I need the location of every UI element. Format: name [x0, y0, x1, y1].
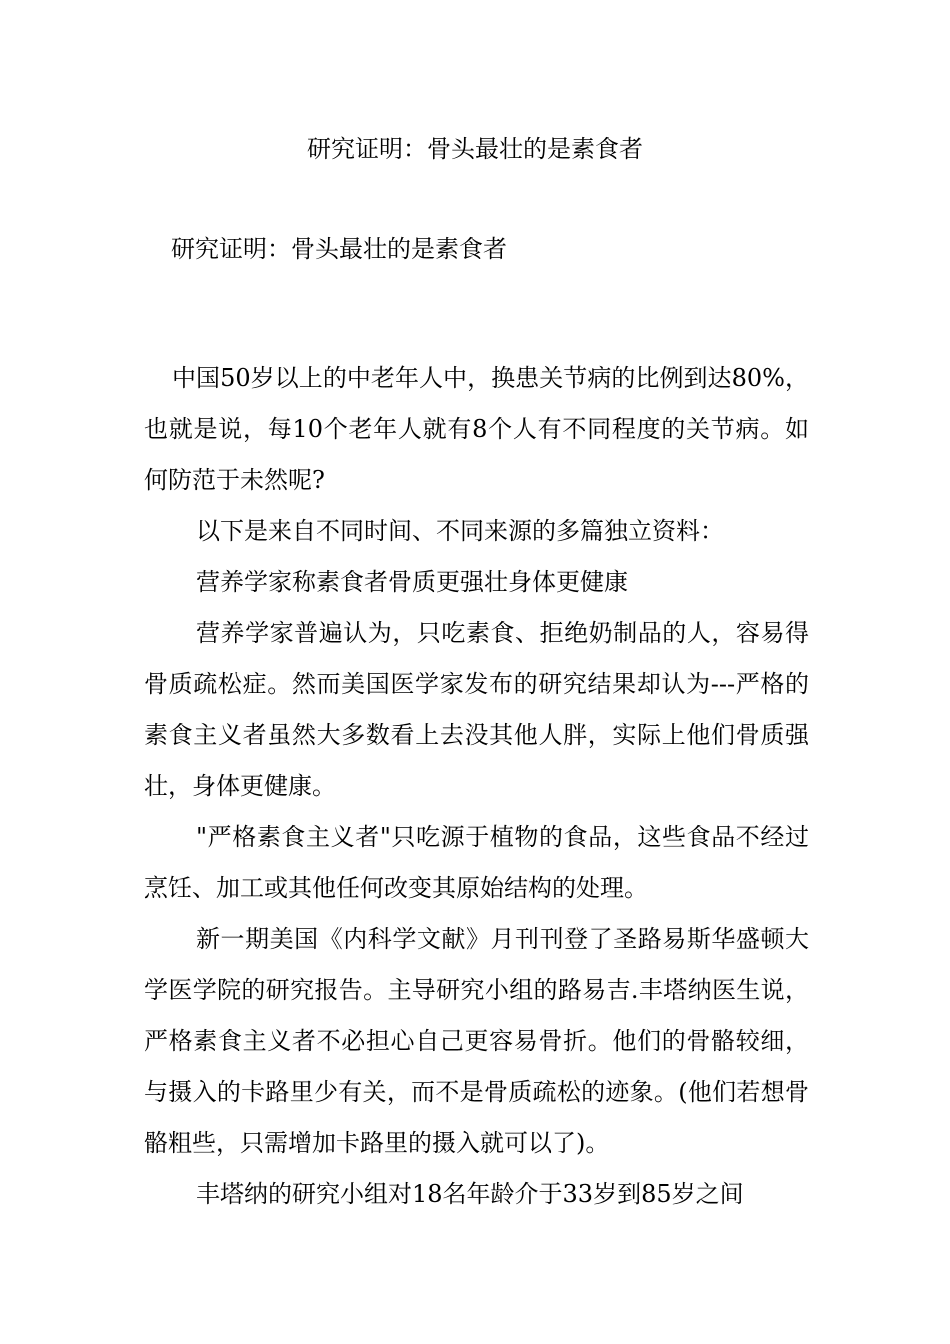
paragraph: 中国50岁以上的中老年人中，换患关节病的比例到达80%，也就是说，每10个老年人就有8个人有不同程度的关节病。如何防范于未然呢?	[144, 364, 809, 494]
paragraph: 营养学家普遍认为，只吃素食、拒绝奶制品的人，容易得骨质疏松症。然而美国医学家发布的研究结果却认为---严格的素食主义者虽然大多数看上去没其他人胖，实际上他们骨质强壮，身体更健康。	[144, 619, 809, 800]
document-title: 研究证明：骨头最壮的是素食者	[307, 135, 643, 163]
section-heading: 营养学家称素食者骨质更强壮身体更健康	[196, 568, 628, 596]
paragraph: 新一期美国《内科学文献》月刊刊登了圣路易斯华盛顿大学医学院的研究报告。主导研究小组的路易吉.丰塔纳医生说，严格素食主义者不必担心自己更容易骨折。他们的骨骼较细，与摄入的卡路里少有关，而不是骨质疏松的迹象。(他们若想骨骼粗些，只需增加卡路里的摄入就可以了)。	[144, 925, 809, 1157]
paragraph: "严格素食主义者"只吃源于植物的食品，这些食品不经过烹饪、加工或其他任何改变其原始结构的处理。	[144, 823, 809, 902]
paragraph: 以下是来自不同时间、不同来源的多篇独立资料：	[196, 517, 724, 545]
paragraph: 丰塔纳的研究小组对18名年龄介于33岁到85岁之间	[196, 1180, 744, 1208]
document-body	[144, 353, 809, 1220]
document-subtitle: 研究证明：骨头最壮的是素食者	[171, 235, 507, 263]
